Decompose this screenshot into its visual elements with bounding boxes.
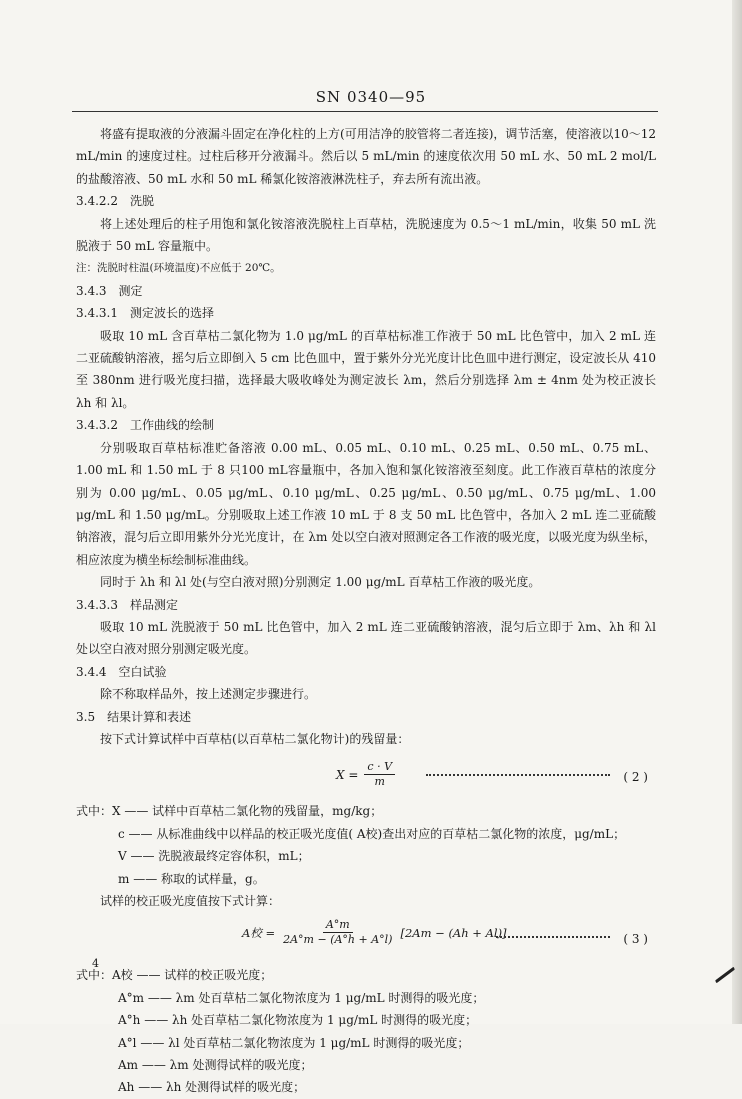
equation-3-rhs: [2Am − (Ah + Al)]: [400, 925, 507, 940]
heading-3-5: 3.5 结果计算和表述: [76, 709, 192, 724]
header-rule: [72, 111, 658, 112]
equation-3-denominator: 2A°m − (A°h + A°l): [283, 933, 393, 947]
paragraph-3-4-2-2: 将上述处理后的柱子用饱和氯化铵溶液洗脱柱上百草枯，洗脱速度为 0.5～1 mL/min，收集 50 mL 洗脱液于 50 mL 容量瓶中。: [76, 216, 656, 254]
paragraph-calc: 试样的校正吸光度值按下式计算：: [100, 894, 281, 908]
paragraph-3-4-3-2-b: 同时于 λh 和 λl 处(与空白液对照)分别测定 1.00 μg/mL 百草枯工作液的吸光度。: [100, 575, 541, 590]
paragraph-3-5: 按下式计算试样中百草枯(以百草枯二氯化物计)的残留量：: [100, 731, 410, 746]
document-body: [76, 123, 656, 1099]
heading-3-4-4: 3.4.4 空白试验: [76, 664, 167, 679]
page-number: 4: [92, 957, 99, 970]
equation-2: [76, 752, 656, 798]
equation-2-fraction: [364, 760, 395, 789]
equation-3-number: ( 3 ): [623, 932, 648, 947]
definition-a-h: Ah —— λh 处测得试样的吸光度；: [118, 1080, 306, 1095]
equation-2-lhs: X =: [336, 767, 359, 782]
equation-3: [76, 912, 656, 964]
equation-3-fraction: [280, 918, 395, 947]
paragraph-3-4-3-2: 分别吸取百草枯标准贮备溶液 0.00 mL、0.05 mL、0.10 mL、0.25 mL、0.50 mL、0.75 mL、1.00 mL 和 1.50 mL 于 8 只100 mL容量瓶中，各加入饱和氯化铵溶液至刻度。此工作液百草枯的浓度分别为 0.00 μg/mL、0.05 μg/mL、0.10 μg/mL、0.25 μg/mL、0.50 μg/mL、0.75 μg/mL、1.00 μg/mL 和 1.50 μg/mL。分别吸取上述工作液 10 mL 于 8 支 50 mL 比色管中，各加入 2 mL 连二亚硫酸钠溶液，混匀后立即用紫外分光光度计，在 λm 处以空白液对照测定各工作液的吸光度，以吸光度为纵坐标，相应浓度为横坐标绘制标准曲线。: [76, 440, 656, 567]
heading-3-4-3-1: 3.4.3.1 测定波长的选择: [76, 306, 214, 321]
paragraph-intro: 将盛有提取液的分液漏斗固定在净化柱的上方(可用洁净的胶管将二者连接)，调节活塞，使溶液以10～12 mL/min 的速度过柱。过柱后移开分液漏斗。然后以 5 mL/min 的速度依次用 50 mL 水、50 mL 2 mol/L 的盐酸溶液、50 mL 水和 50 mL 稀氯化铵溶液淋洗柱子，弃去所有流出液。: [76, 127, 656, 186]
equation-2-number: ( 2 ): [623, 770, 648, 785]
definition-m: m —— 称取的试样量，g。: [118, 871, 265, 886]
definition-c: c —— 从标准曲线中以样品的校正吸光度值( A校)查出对应的百草枯二氯化物的浓度，μg/mL；: [118, 826, 626, 841]
paragraph-3-4-3-3: 吸取 10 mL 洗脱液于 50 mL 比色管中，加入 2 mL 连二亚硫酸钠溶液，混匀后立即于 λm、λh 和 λl 处以空白液对照分别测定吸光度。: [76, 619, 656, 657]
definitions-2: [76, 964, 656, 1098]
definition-x: 式中：X —— 试样中百草枯二氯化物的残留量，mg/kg；: [76, 804, 383, 819]
page-header: SN 0340—95: [315, 88, 427, 106]
note-3-4-2-2: 注：洗脱时柱温(环境温度)不应低于 20℃。: [76, 262, 281, 275]
definition-a-m: Am —— λm 处测得试样的吸光度；: [118, 1058, 313, 1073]
heading-3-4-2-2: 3.4.2.2 洗脱: [76, 194, 154, 209]
paragraph-3-4-3-1: 吸取 10 mL 含百草枯二氯化物为 1.0 μg/mL 的百草枯标准工作液于 50 mL 比色管中，加入 2 mL 连二亚硫酸钠溶液，摇匀后立即倒入 5 cm 比色皿中，置于紫外分光光度计比色皿中进行测定，设定波长从 410 至 380nm 进行吸光度扫描，选择最大吸收峰处为测定波长 λm，然后分别选择 λm ± 4nm 处为校正波长 λh 和 λl。: [76, 328, 656, 410]
equation-2-denominator: m: [374, 775, 385, 789]
definition-a0-h: A°h —— λh 处百草枯二氯化物浓度为 1 μg/mL 时测得的吸光度；: [118, 1013, 478, 1028]
definition-a-corrected: 式中：A校 —— 试样的校正吸光度；: [76, 968, 273, 983]
equation-2-body: [336, 760, 395, 789]
heading-3-4-3-3: 3.4.3.3 样品测定: [76, 597, 178, 612]
heading-3-4-3: 3.4.3 测定: [76, 283, 143, 298]
equation-3-lhs: A校 =: [242, 925, 276, 940]
paragraph-3-4-4: 除不称取样品外，按上述测定步骤进行。: [100, 687, 317, 702]
equation-2-numerator: c · V: [364, 760, 395, 775]
equation-2-leader: [426, 774, 610, 776]
definition-a0-m: A°m —— λm 处百草枯二氯化物浓度为 1 μg/mL 时测得的吸光度；: [118, 990, 485, 1005]
definition-a0-l: A°l —— λl 处百草枯二氯化物浓度为 1 μg/mL 时测得的吸光度；: [118, 1035, 470, 1050]
equation-3-leader: [496, 936, 610, 938]
equation-3-body: [242, 918, 507, 947]
heading-3-4-3-2: 3.4.3.2 工作曲线的绘制: [76, 418, 214, 433]
page-edge-shadow: [732, 0, 742, 1024]
definitions-1: [76, 800, 656, 890]
equation-3-numerator: A°m: [323, 918, 353, 933]
definition-v: V —— 洗脱液最终定容体积，mL；: [118, 849, 310, 864]
